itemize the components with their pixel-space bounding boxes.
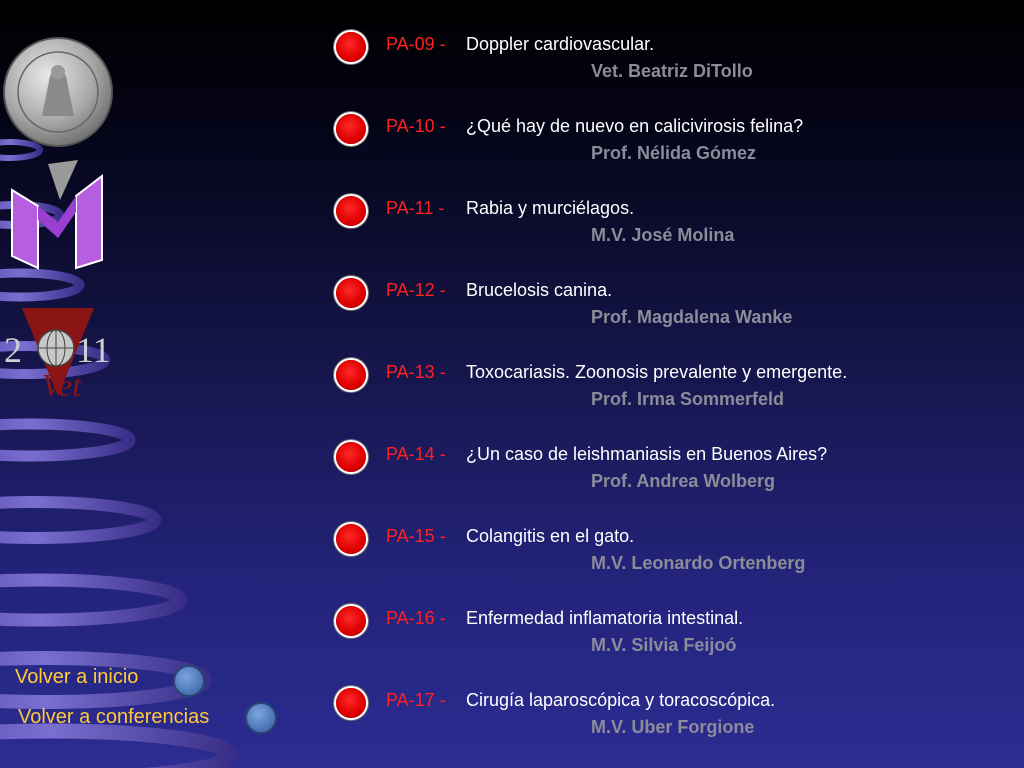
talk-code: PA-12 - [386, 280, 446, 300]
conferences-button[interactable] [245, 702, 277, 734]
talk-author: Prof. Magdalena Wanke [591, 307, 793, 327]
talk-code: PA-17 - [386, 690, 446, 710]
talk-author: Prof. Irma Sommerfeld [591, 389, 785, 409]
talk-title: ¿Qué hay de nuevo en calicivirosis felina? [466, 116, 804, 136]
talk-item-pa-12[interactable] [336, 278, 1016, 338]
talk-code: PA-13 - [386, 362, 446, 382]
talk-title: Colangitis en el gato. [466, 526, 635, 546]
talk-item-pa-09[interactable] [336, 32, 1016, 92]
talk-bullet-button[interactable] [336, 524, 366, 554]
talk-bullet-button[interactable] [336, 442, 366, 472]
talk-title: Toxocariasis. Zoonosis prevalente y emergente. [466, 362, 848, 382]
talk-code: PA-15 - [386, 526, 446, 546]
talk-code: PA-09 - [386, 34, 446, 54]
talk-item-pa-13[interactable] [336, 360, 1016, 420]
talk-item-pa-16[interactable] [336, 606, 1016, 666]
talk-author: Prof. Nélida Gómez [591, 143, 757, 163]
talk-author: Vet. Beatriz DiTollo [591, 61, 753, 81]
talk-item-pa-11[interactable] [336, 196, 1016, 256]
home-button[interactable] [173, 665, 205, 697]
talk-title: Rabia y murciélagos. [466, 198, 635, 218]
conferences-link[interactable]: Volver a conferencias [18, 706, 210, 728]
talk-author: Prof. Andrea Wolberg [591, 471, 776, 491]
talk-title: Brucelosis canina. [466, 280, 613, 300]
talk-bullet-button[interactable] [336, 32, 366, 62]
talk-code: PA-14 - [386, 444, 446, 464]
home-link[interactable]: Volver a inicio [15, 666, 139, 688]
university-seal-logo [2, 36, 114, 148]
vet-logo-left-digit: 2 [4, 330, 22, 370]
talk-title: Enfermedad inflamatoria intestinal. [466, 608, 744, 628]
vet-logo-right-digits: 11 [76, 330, 111, 370]
talk-title: Doppler cardiovascular. [466, 34, 655, 54]
talk-author: M.V. Leonardo Ortenberg [591, 553, 806, 573]
talk-title: ¿Un caso de leishmaniasis en Buenos Aires? [466, 444, 828, 464]
talk-code: PA-11 - [386, 198, 445, 218]
talk-bullet-button[interactable] [336, 278, 366, 308]
talk-author: M.V. Uber Forgione [591, 717, 755, 737]
talk-code: PA-10 - [386, 116, 446, 136]
talk-bullet-button[interactable] [336, 196, 366, 226]
talk-bullet-button[interactable] [336, 688, 366, 718]
vet-logo-word: Vet [42, 367, 82, 402]
talk-author: M.V. José Molina [591, 225, 735, 245]
talk-bullet-button[interactable] [336, 606, 366, 636]
talk-item-pa-10[interactable] [336, 114, 1016, 174]
talk-item-pa-17[interactable] [336, 688, 1016, 748]
talk-item-pa-15[interactable] [336, 524, 1016, 584]
talk-item-pa-14[interactable] [336, 442, 1016, 502]
talk-code: PA-16 - [386, 608, 446, 628]
talk-author: M.V. Silvia Feijoó [591, 635, 737, 655]
2011-vet-logo [2, 306, 114, 402]
talk-title: Cirugía laparoscópica y toracoscópica. [466, 690, 776, 710]
m-logo [8, 160, 108, 272]
talk-bullet-button[interactable] [336, 114, 366, 144]
talk-bullet-button[interactable] [336, 360, 366, 390]
